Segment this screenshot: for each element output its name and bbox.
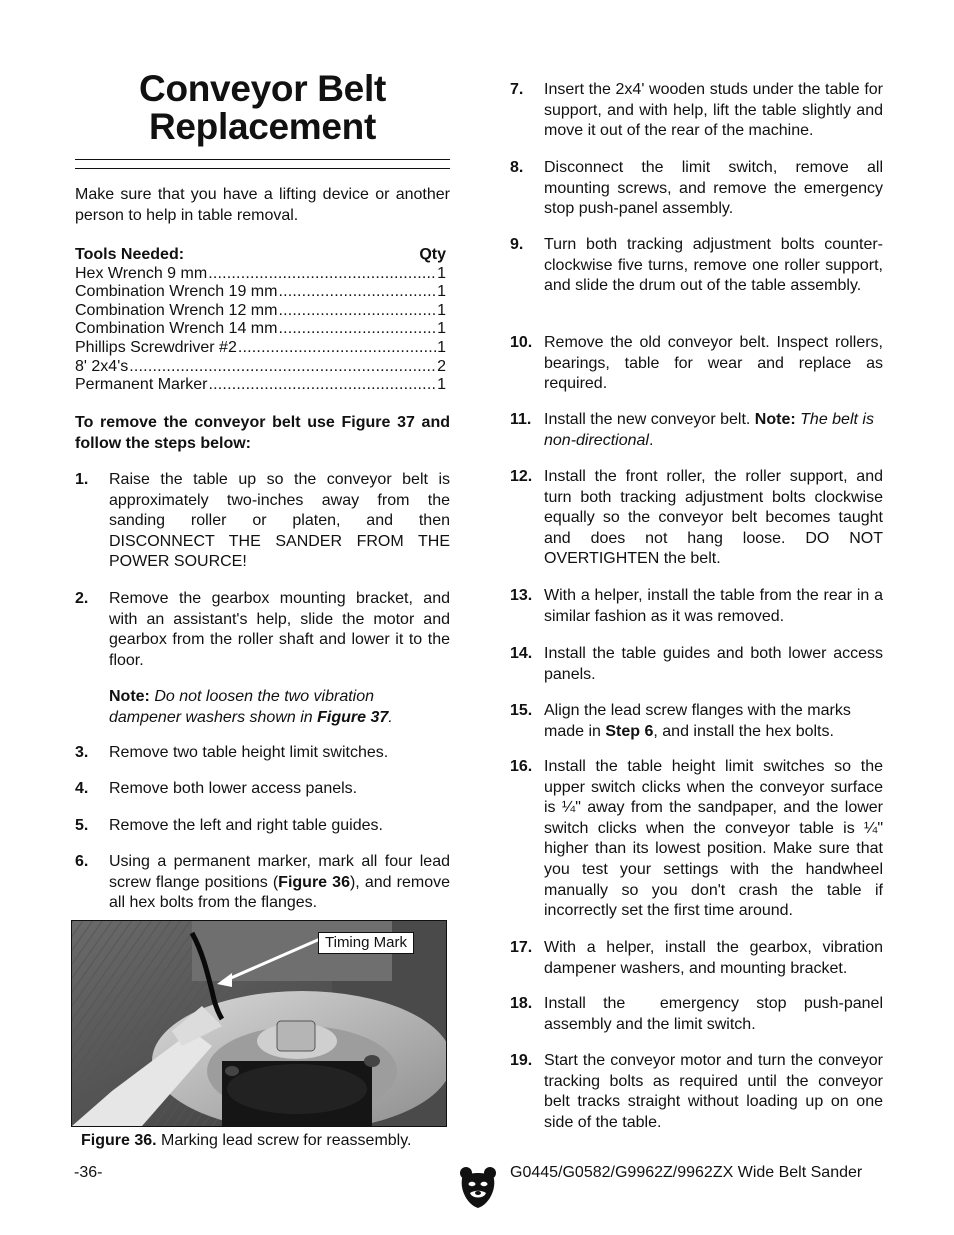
step-number: 14.: [510, 645, 533, 662]
step-12: [510, 467, 883, 570]
step-text-end: ), and remove all hex bolts from the flanges.: [109, 873, 450, 912]
tools-qty-header: Qty: [419, 246, 446, 263]
step-19: [510, 1051, 892, 1133]
step-text: With a helper, install the table from the rear in a similar fashion as it was removed.: [544, 587, 883, 625]
step-text: Start the conveyor motor and turn the conveyor tracking bolts as required until the conveyor belt tracks straight without loading up on one side of the table.: [544, 1052, 892, 1131]
note-figure-ref: Figure 37: [317, 708, 389, 726]
step-18: [510, 994, 888, 1035]
step-text: Remove both lower access panels.: [109, 780, 358, 797]
intro-paragraph: Make sure that you have a lifting device or another person to help in table removal.: [75, 186, 450, 224]
tool-qty: 1: [437, 376, 446, 394]
step-4: [75, 779, 450, 800]
tool-qty: 1: [437, 338, 446, 356]
step-10: [510, 333, 883, 395]
step-number: 8.: [510, 159, 524, 176]
tools-header-label: Tools Needed:: [75, 246, 185, 263]
step-number: 12.: [510, 468, 533, 485]
timing-mark-callout: Timing Mark: [318, 932, 414, 954]
step-number: 13.: [510, 587, 533, 604]
step-2: [75, 589, 450, 671]
step-number: 7.: [510, 81, 524, 98]
title-line-1: Conveyor Belt: [139, 68, 386, 109]
step-text-end: , and install the hex bolts.: [653, 722, 834, 740]
step-number: 19.: [510, 1052, 533, 1069]
tool-row: [75, 320, 446, 339]
step-13: [510, 586, 883, 627]
tool-row: [75, 358, 446, 377]
step-figure-ref: Figure 36: [278, 873, 350, 891]
figure-caption: [81, 1131, 411, 1151]
step-text: Remove two table height limit switches.: [109, 744, 389, 761]
step-text: Install the emergency stop push-panel assembly and the limit switch.: [544, 995, 888, 1033]
tool-name: Combination Wrench 12 mm: [75, 301, 278, 319]
step-1: [75, 470, 450, 573]
tool-row: [75, 376, 446, 395]
tool-name: Permanent Marker: [75, 376, 208, 394]
tool-name: Combination Wrench 14 mm: [75, 320, 278, 338]
step-text: Align the lead screw flanges with the marks made in: [544, 702, 851, 740]
tool-qty: 1: [437, 283, 446, 301]
step-number: 17.: [510, 939, 533, 956]
note-text: Do not loosen the two vibration dampener washers shown in: [109, 688, 375, 726]
step-number: 6.: [75, 853, 89, 870]
step-number: 2.: [75, 590, 89, 607]
step-15: [510, 701, 883, 742]
tool-qty: 1: [437, 320, 446, 338]
note-end: .: [388, 708, 393, 726]
note-text: The belt is non-directional: [544, 411, 874, 449]
step-text: Install the table guides and both lower access panels.: [544, 645, 883, 683]
step-text: Using a permanent marker, mark all four lead screw flange positions (: [109, 853, 450, 891]
step-text: With a helper, install the gearbox, vibration dampener washers, and mounting bracket.: [544, 939, 883, 977]
step-8: [510, 158, 883, 220]
step-16: [510, 757, 883, 922]
step-number: 15.: [510, 702, 533, 719]
tool-qty: 1: [437, 301, 446, 319]
step-number: 10.: [510, 334, 533, 351]
step-5: [75, 816, 450, 837]
tool-name: 8' 2x4's: [75, 357, 129, 375]
title-line-2: Replacement: [148, 106, 376, 147]
caption-label: Figure 36.: [81, 1132, 157, 1149]
tool-qty: 2: [437, 357, 446, 375]
step-7: [510, 80, 883, 142]
model-footer: G0445/G0582/G9962Z/9962ZX Wide Belt Sander: [510, 1164, 863, 1181]
step-text: Remove the old conveyor belt. Inspect rollers, bearings, table for wear and replace as required.: [544, 334, 883, 393]
instructions-lead: To remove the conveyor belt use Figure 37 and follow the steps below:: [75, 414, 450, 452]
step-text: Install the table height limit switches so the upper switch clicks when the conveyor surface is ¼" away from the sandpaper, and the lower switch clicks when the conveyor table is ¼" higher than its lowest position. Make sure that you test your settings with the handwheel manually so you don't crash the table if incorrectly set the first time around.: [544, 758, 883, 920]
step-17: [510, 938, 883, 979]
step-number: 16.: [510, 758, 533, 775]
tool-row: [75, 265, 446, 284]
step-11: [510, 410, 883, 451]
step-text: Turn both tracking adjustment bolts counter-clockwise five turns, remove one roller support, and slide the drum out of the table assembly.: [544, 236, 883, 295]
step-number: 1.: [75, 471, 89, 488]
page-title: [75, 70, 450, 146]
note-label: Note:: [109, 688, 150, 705]
step-text: Remove the gearbox mounting bracket, and with an assistant's help, slide the motor and gearbox from the roller shaft and lower it to the floor.: [109, 590, 450, 669]
step-text: Insert the 2x4' wooden studs under the table for support, and with help, lift the table slightly and move it out of the rear of the machine.: [544, 81, 883, 140]
grizzly-bear-logo-icon: [458, 1165, 498, 1209]
step-text: Install the new conveyor belt.: [544, 411, 751, 428]
tool-row: [75, 302, 446, 321]
tool-row: [75, 339, 446, 358]
step-2-note: [75, 687, 450, 728]
step-text: Install the front roller, the roller support, and turn both tracking adjustment bolts clockwise equally so the conveyor belt becomes taught and does not hang loose. DO NOT OVERTIGHTEN the belt.: [544, 468, 883, 568]
tools-header: [75, 246, 446, 265]
tool-name: Phillips Screwdriver #2: [75, 338, 237, 356]
step-9: [510, 235, 883, 297]
step-number: 11.: [510, 411, 532, 428]
note-label: Note:: [754, 411, 796, 428]
tool-row: [75, 283, 446, 302]
step-number: 9.: [510, 236, 524, 253]
tool-name: Combination Wrench 19 mm: [75, 283, 278, 301]
tool-qty: 1: [437, 264, 446, 282]
step-text-end: .: [648, 431, 654, 449]
tools-list: [75, 246, 446, 395]
step-number: 3.: [75, 744, 89, 761]
step-number: 5.: [75, 817, 89, 834]
page-number: -36-: [74, 1164, 103, 1181]
step-6: [75, 852, 450, 914]
step-number: 4.: [75, 780, 89, 797]
step-number: 18.: [510, 995, 533, 1012]
step-3: [75, 743, 450, 764]
step-text: Disconnect the limit switch, remove all mounting screws, and remove the emergency stop push-panel assembly.: [544, 159, 883, 218]
step-text: Remove the left and right table guides.: [109, 817, 383, 834]
step-text: Raise the table up so the conveyor belt is approximately two-inches away from the sanding roller or platen, and then DISCONNECT THE SANDER FROM THE POWER SOURCE!: [109, 471, 450, 571]
step-ref: Step 6: [605, 722, 654, 740]
caption-text: Marking lead screw for reassembly.: [161, 1132, 412, 1149]
title-rule: [75, 159, 450, 169]
figure-36-photo: [71, 920, 447, 1127]
tool-name: Hex Wrench 9 mm: [75, 264, 208, 282]
step-14: [510, 644, 883, 685]
